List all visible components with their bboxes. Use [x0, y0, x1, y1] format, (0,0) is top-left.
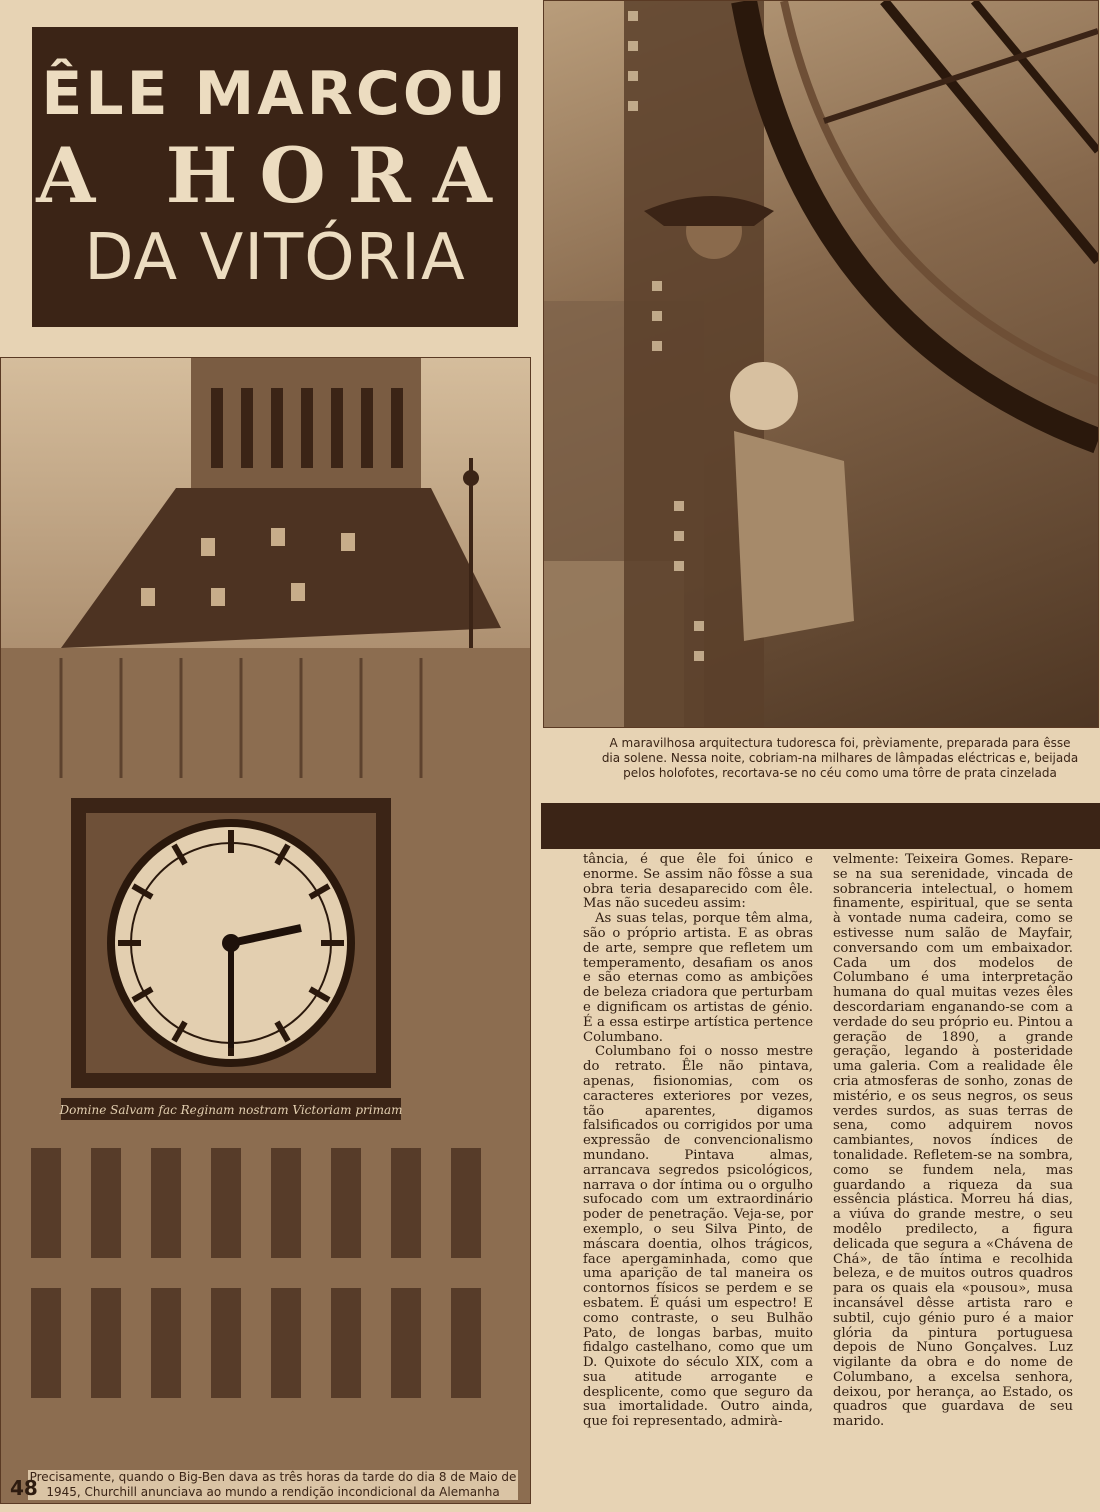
big-ben-illustration [1, 358, 530, 1503]
article-header-band [541, 803, 1100, 849]
left-photo-caption: Precisamente, quando o Big-Ben dava as três horas da tarde do dia 8 de Maio de 1945, Churchill anunciava ao mundo a rendição incondicional da Alemanha [29, 1470, 517, 1499]
clock-inscription: Domine Salvam fac Reginam nostram Victoriam primam [59, 1103, 403, 1117]
headline-line-1: ÊLE MARCOU [41, 59, 509, 129]
article-paragraph: Columbano foi o nosso mestre do retrato. Êle não pintava, apenas, fisionomias, com os caracteres exteriores por vezes, tão aparentes, digamos falsificados ou corrigidos por uma expressão de convencionalismo mundano. Pintava almas, arrancava segredos psicológicos, narrava o dor íntima ou o orgulho sufocado com um extraordinário poder de penetração. Veja-se, por exemplo, o seu Silva Pinto, de máscara doentia, olhos trágicos, face apergaminhada, como que uma aparição de tal maneira os contornos físicos se perdem e se esbatem. É quási um espectro! E como contraste, o seu Bulhão Pato, de longas barbas, muito fidalgo castelhano, como que um D. Quixote do século XIX, com a sua atitude arrogante e desplicente, como que seguro da sua imortalidade. Outro ainda, que foi representado, admirà- [583, 1044, 813, 1430]
clock-workers-illustration [544, 1, 1098, 727]
headline-line-2: A HORA [36, 131, 514, 220]
page-number: 48 [10, 1476, 38, 1500]
article-column-2 [833, 853, 1073, 1430]
title-block [32, 27, 518, 327]
headline-line-3: DA VITÓRIA [84, 221, 466, 295]
article-paragraph: velmente: Teixeira Gomes. Repare-se na sua serenidade, vincada de sobranceria intelectual, o homem finamente, espiritual, que se senta à vontade numa cadeira, como se estivesse num salão de Mayfair, conversando com um embaixador. Cada um dos modelos de Columbano é uma interpretação humana do qual muitas vezes êles descordariam enganando-se com a verdade do seu próprio eu. Pintou a geração de 1890, a grande geração, legando à posteridade uma galeria. Com a realidade êle cria atmosferas de sonho, zonas de mistério, e os seus negros, os seus verdes surdos, as suas terras de sena, como adquirem novos cambiantes, novos índices de tonalidade. Refletem-se na sombra, como se fundem nela, mas guardando a riqueza da sua essência plástica. Morreu há dias, a viúva do grande mestre, o seu modêlo predilecto, a figura delicada que segura a «Chávena de Chá», de tão íntima e recolhida beleza, e de muitos outros quadros para os quais ela «pousou», musa incansável dêsse artista raro e subtil, cujo génio puro é a maior glória da pintura portuguesa depois de Nuno Gonçalves. Luz vigilante da obra e do nome de Columbano, a excelsa senhora, deixou, por herança, ao Estado, os quadros que guardava de seu marido. [833, 852, 1073, 1430]
article-column-1 [583, 853, 813, 1430]
right-photo-caption: A maravilhosa arquitectura tudoresca foi, prèviamente, preparada para êsse dia solene. Nessa noite, cobriam-na milhares de lâmpadas eléctricas e, beijada pelos holofotes, recortava-se no céu como uma tôrre de prata cinzelada [601, 736, 1079, 780]
clock-workers-photo [543, 0, 1099, 728]
article-paragraph: tância, é que êle foi único e enorme. Se assim não fôsse a sua obra teria desaparecido com êle. Mas não sucedeu assim: [583, 852, 813, 912]
article-paragraph: As suas telas, porque têm alma, são o próprio artista. E as obras de arte, sempre que refletem um temperamento, desafiam os anos e são eternas como as ambições de beleza criadora que perturbam e dignificam os artistas de génio. É a essa estirpe artística pertence Columbano. [583, 911, 813, 1045]
big-ben-photo [0, 357, 531, 1504]
